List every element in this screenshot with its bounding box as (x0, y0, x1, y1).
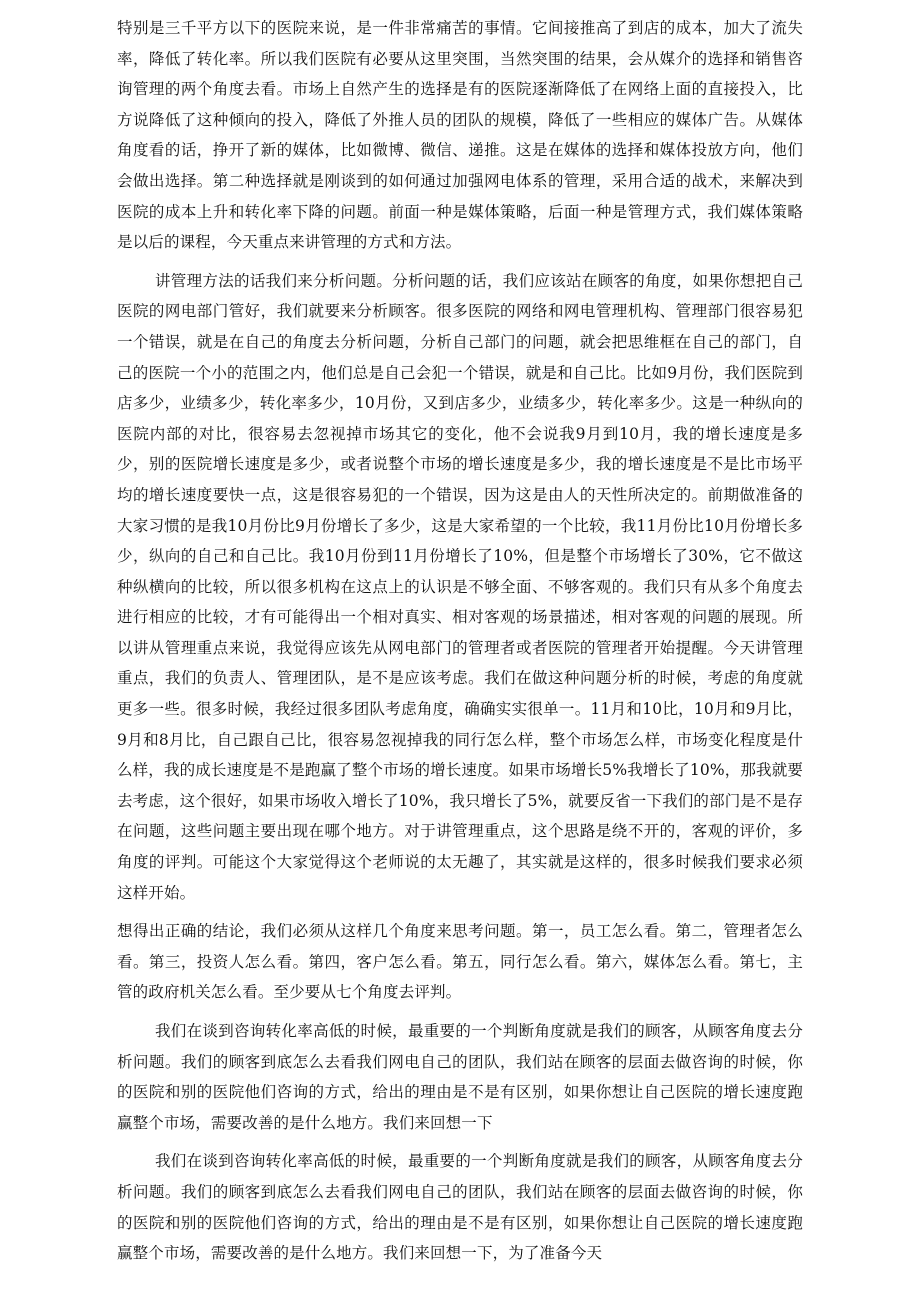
paragraph-seven-perspectives: 想得出正确的结论，我们必须从这样几个角度来思考问题。第一，员工怎么看。第二，管理者怎么看。第三，投资人怎么看。第四，客户怎么看。第五，同行怎么看。第六，媒体怎么看。第七，主管的政府机关怎么看。至少要从七个角度去评判。 (117, 922, 803, 1002)
paragraph-management-analysis: 讲管理方法的话我们来分析问题。分析问题的话，我们应该站在顾客的角度，如果你想把自己医院的网电部门管好，我们就要来分析顾客。很多医院的网络和网电管理机构、管理部门很容易犯一个错误，就是在自己的角度去分析问题，分析自己部门的问题，就会把思维框在自己的部门，自己的医院一个小的范围之内，他们总是自己会犯一个错误，就是和自己比。比如9月份，我们医院到店多少，业绩多少，转化率多少，10月份，又到店多少，业绩多少，转化率多少。这是一种纵向的医院内部的对比，很容易去忽视掉市场其它的变化，他不会说我9月到10月，我的增长速度是多少，别的医院增长速度是多少，或者说整个市场的增长速度是多少，我的增长速度是不是比市场平均的增长速度要快一点，这是很容易犯的一个错误，因为这是由人的天性所决定的。前期做准备的大家习惯的是我10月份比9月份增长了多少，这是大家希望的一个比较，我11月份比10月份增长多少，纵向的自己和自己比。我10月份到11月份增长了10%，但是整个市场增长了30%，它不做这种纵横向的比较，所以很多机构在这点上的认识是不够全面、不够客观的。我们只有从多个角度去进行相应的比较，才有可能得出一个相对真实、相对客观的场景描述，相对客观的问题的展现。所以讲从管理重点来说，我觉得应该先从网电部门的管理者或者医院的管理者开始提醒。今天讲管理重点，我们的负责人、管理团队，是不是应该考虑。我们在做这种问题分析的时候，考虑的角度就更多一些。很多时候，我经过很多团队考虑角度，确确实实很单一。11月和10比，10月和9月比，9月和8月比，自己跟自己比，很容易忽视掉我的同行怎么样，整个市场怎么样，市场变化程度是什么样，我的成长速度是不是跑赢了整个市场的增长速度。如果市场增长5%我增长了10%，那我就要去考虑，这个很好，如果市场收入增长了10%，我只增长了5%，就要反省一下我们的部门是不是存在问题，这些问题主要出现在哪个地方。对于讲管理重点，这个思路是绕不开的，客观的评价，多角度的评判。可能这个大家觉得这个老师说的太无趣了，其实就是这样的，很多时候我们要求必须这样开始。 (117, 271, 803, 902)
paragraph-media-strategy: 特别是三千平方以下的医院来说，是一件非常痛苦的事情。它间接推高了到店的成本，加大了流失率，降低了转化率。所以我们医院有必要从这里突围，当然突围的结果，会从媒介的选择和销售咨询管理的两个角度去看。市场上自然产生的选择是有的医院逐渐降低了在网络上面的直接投入，比方说降低了这种倾向的投入，降低了外推人员的团队的规模，降低了一些相应的媒体广告。从媒体角度看的话，挣开了新的媒体，比如微博、微信、递推。这是在媒体的选择和媒体投放方向，他们会做出选择。第二种选择就是刚谈到的如何通过加强网电体系的管理，采用合适的战术，来解决到医院的成本上升和转化率下降的问题。前面一种是媒体策略，后面一种是管理方式，我们媒体策略是以后的课程，今天重点来讲管理的方式和方法。 (117, 19, 803, 252)
paragraph-customer-perspective-repeat: 我们在谈到咨询转化率高低的时候，最重要的一个判断角度就是我们的顾客，从顾客角度去分析问题。我们的顾客到底怎么去看我们网电自己的团队，我们站在顾客的层面去做咨询的时候，你的医院和别的医院他们咨询的方式，给出的理由是不是有区别，如果你想让自己医院的增长速度跑赢整个市场，需要改善的是什么地方。我们来回想一下，为了准备今天 (117, 1152, 803, 1263)
document-body (117, 13, 803, 1277)
paragraph-customer-perspective: 我们在谈到咨询转化率高低的时候，最重要的一个判断角度就是我们的顾客，从顾客角度去分析问题。我们的顾客到底怎么去看我们网电自己的团队，我们站在顾客的层面去做咨询的时候，你的医院和别的医院他们咨询的方式，给出的理由是不是有区别，如果你想让自己医院的增长速度跑赢整个市场，需要改善的是什么地方。我们来回想一下 (117, 1022, 803, 1132)
